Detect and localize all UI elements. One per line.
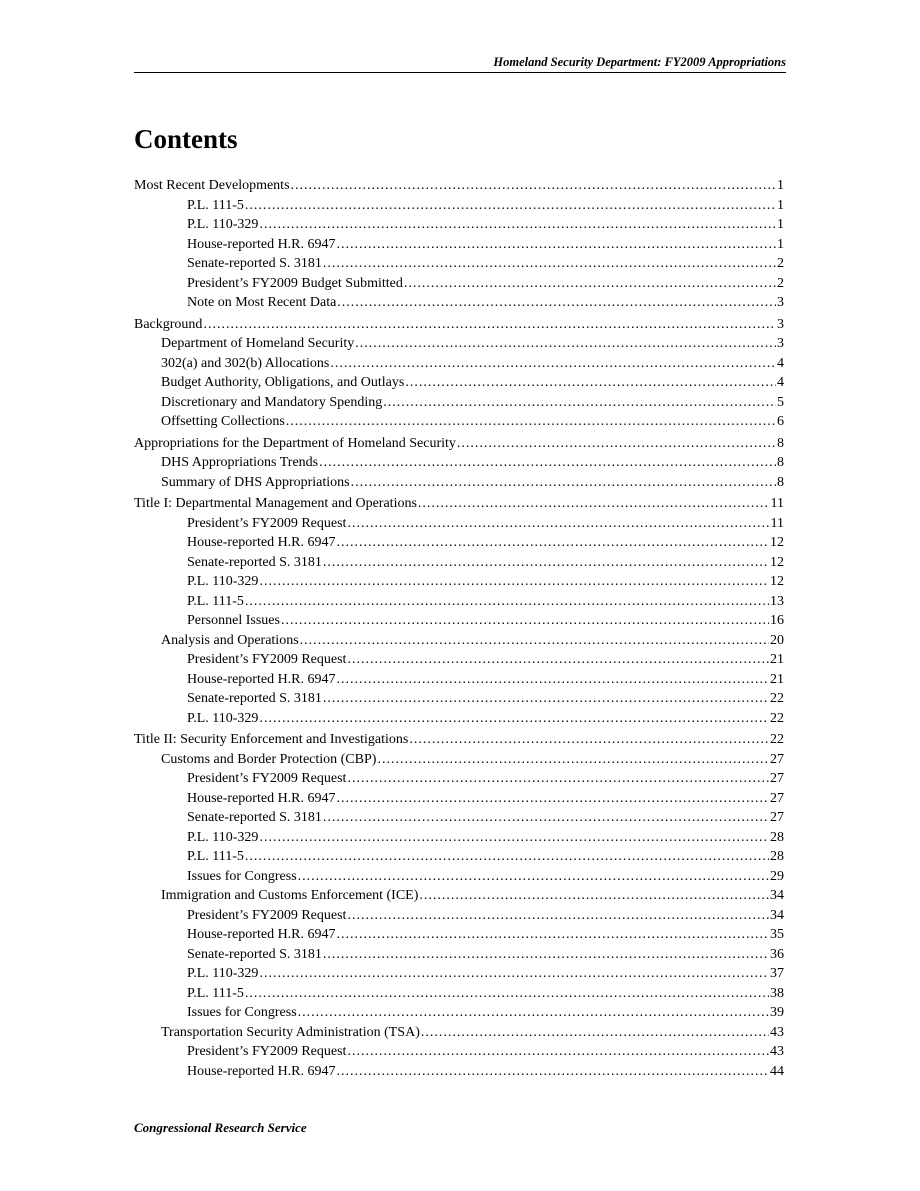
toc-dot-leader — [286, 412, 776, 432]
toc-entry-page-number: 38 — [770, 985, 784, 1001]
toc-entry-title: Title II: Security Enforcement and Investigations — [134, 732, 409, 747]
toc-entry-title: Transportation Security Administration (TSA) — [161, 1024, 420, 1040]
toc-entry-title: President’s FY2009 Budget Submitted — [187, 275, 403, 291]
toc-entry[interactable] — [134, 750, 784, 770]
toc-dot-leader — [409, 730, 769, 750]
toc-entry-title: P.L. 110-329 — [187, 966, 259, 981]
toc-entry[interactable] — [134, 650, 784, 670]
toc-entry-page-number: 2 — [777, 275, 784, 291]
toc-entry-title: House-reported H.R. 6947 — [187, 671, 336, 687]
toc-dot-leader — [355, 334, 776, 354]
toc-entry-page-number: 39 — [770, 1005, 784, 1020]
toc-entry-page-number: 20 — [770, 632, 784, 648]
toc-entry-page-number: 1 — [777, 236, 784, 252]
toc-entry-page-number: 22 — [770, 732, 784, 747]
toc-entry-title: Personnel Issues — [187, 613, 280, 628]
toc-dot-leader — [337, 1062, 769, 1082]
toc-entry-title: Analysis and Operations — [161, 632, 299, 648]
toc-dot-leader — [259, 964, 769, 984]
toc-entry-title: Discretionary and Mandatory Spending — [161, 394, 383, 410]
toc-dot-leader — [421, 1023, 769, 1043]
toc-dot-leader — [245, 847, 769, 867]
toc-entry-title: P.L. 111-5 — [187, 849, 244, 864]
toc-entry-title: President’s FY2009 Request — [187, 652, 347, 667]
toc-dot-leader — [418, 494, 770, 514]
toc-entry-page-number: 36 — [770, 946, 784, 962]
toc-entry-title: Offsetting Collections — [161, 414, 285, 429]
toc-dot-leader — [405, 373, 776, 393]
toc-entry-title: Issues for Congress — [187, 868, 297, 884]
toc-entry-title: Senate-reported S. 3181 — [187, 554, 322, 570]
toc-dot-leader — [404, 274, 776, 294]
toc-entry[interactable] — [134, 196, 784, 216]
toc-entry-title: Senate-reported S. 3181 — [187, 810, 322, 825]
toc-dot-leader — [323, 808, 769, 828]
toc-dot-leader — [330, 354, 776, 374]
toc-dot-leader — [351, 473, 776, 493]
toc-entry[interactable] — [134, 1062, 784, 1082]
toc-entry-title: Appropriations for the Department of Homeland Security — [134, 435, 456, 451]
toc-dot-leader — [245, 196, 776, 216]
toc-entry-page-number: 43 — [770, 1024, 784, 1040]
toc-entry-title: P.L. 110-329 — [187, 829, 259, 845]
toc-entry-page-number: 8 — [777, 455, 784, 470]
toc-entry-page-number: 27 — [770, 771, 784, 786]
toc-entry-page-number: 1 — [777, 217, 784, 232]
toc-entry-page-number: 16 — [770, 613, 784, 628]
toc-entry-title: Title I: Departmental Management and Operations — [134, 496, 417, 511]
toc-entry[interactable] — [134, 293, 784, 313]
toc-entry-page-number: 27 — [770, 810, 784, 825]
toc-entry[interactable] — [134, 670, 784, 690]
toc-entry-title: P.L. 110-329 — [187, 710, 259, 726]
toc-entry-page-number: 22 — [770, 691, 784, 706]
toc-entry-title: House-reported H.R. 6947 — [187, 236, 336, 252]
toc-entry[interactable] — [134, 315, 784, 335]
toc-entry-title: Immigration and Customs Enforcement (ICE) — [161, 888, 419, 903]
toc-dot-leader — [383, 393, 776, 413]
toc-entry[interactable] — [134, 572, 784, 592]
toc-entry[interactable] — [134, 473, 784, 493]
toc-dot-leader — [337, 925, 769, 945]
toc-dot-leader — [419, 886, 769, 906]
toc-dot-leader — [347, 514, 769, 534]
toc-entry-title: Department of Homeland Security — [161, 336, 355, 351]
toc-dot-leader — [347, 769, 769, 789]
toc-entry-page-number: 12 — [770, 554, 784, 570]
toc-entry-title: President’s FY2009 Request — [187, 515, 347, 531]
toc-entry-page-number: 34 — [770, 907, 784, 923]
toc-dot-leader — [259, 828, 769, 848]
toc-entry-title: P.L. 111-5 — [187, 593, 244, 609]
toc-dot-leader — [298, 1003, 769, 1023]
toc-entry-title: DHS Appropriations Trends — [161, 455, 319, 470]
toc-entry-page-number: 35 — [770, 927, 784, 942]
toc-entry-page-number: 27 — [770, 790, 784, 806]
toc-entry-page-number: 3 — [777, 295, 784, 310]
toc-entry[interactable] — [134, 847, 784, 867]
toc-entry[interactable] — [134, 789, 784, 809]
toc-dot-leader — [377, 750, 769, 770]
toc-entry-page-number: 11 — [770, 496, 784, 511]
toc-entry-page-number: 4 — [777, 375, 784, 390]
toc-entry[interactable] — [134, 925, 784, 945]
toc-entry-title: House-reported H.R. 6947 — [187, 1063, 336, 1079]
toc-entry-page-number: 34 — [770, 888, 784, 903]
toc-entry-page-number: 21 — [770, 671, 784, 687]
toc-entry-title: House-reported H.R. 6947 — [187, 535, 336, 550]
toc-entry-page-number: 6 — [777, 414, 784, 429]
toc-entry[interactable] — [134, 235, 784, 255]
toc-entry-page-number: 2 — [777, 256, 784, 271]
toc-entry[interactable] — [134, 553, 784, 573]
toc-entry[interactable] — [134, 1023, 784, 1043]
toc-entry-page-number: 28 — [770, 849, 784, 864]
toc-entry-title: 302(a) and 302(b) Allocations — [161, 355, 330, 371]
toc-entry-title: President’s FY2009 Request — [187, 771, 347, 786]
toc-dot-leader — [291, 176, 776, 196]
toc-entry[interactable] — [134, 393, 784, 413]
toc-entry-title: Customs and Border Protection (CBP) — [161, 751, 377, 767]
toc-entry[interactable] — [134, 1042, 784, 1062]
toc-dot-leader — [245, 984, 769, 1004]
toc-entry[interactable] — [134, 434, 784, 454]
toc-entry[interactable] — [134, 412, 784, 432]
toc-entry-title: Senate-reported S. 3181 — [187, 256, 322, 271]
toc-dot-leader — [300, 631, 769, 651]
toc-dot-leader — [347, 906, 769, 926]
toc-entry[interactable] — [134, 453, 784, 473]
toc-dot-leader — [337, 789, 769, 809]
table-of-contents — [134, 176, 784, 1081]
toc-entry-page-number: 22 — [770, 710, 784, 726]
toc-entry-page-number: 37 — [770, 966, 784, 981]
toc-entry[interactable] — [134, 254, 784, 274]
toc-entry[interactable] — [134, 1003, 784, 1023]
toc-entry[interactable] — [134, 906, 784, 926]
toc-entry-title: Background — [134, 316, 203, 332]
toc-entry-page-number: 1 — [777, 178, 784, 193]
toc-entry-title: Note on Most Recent Data — [187, 295, 337, 310]
toc-entry[interactable] — [134, 274, 784, 294]
toc-entry[interactable] — [134, 828, 784, 848]
toc-entry[interactable] — [134, 215, 784, 235]
running-header: Homeland Security Department: FY2009 Appropriations — [493, 55, 786, 69]
toc-entry[interactable] — [134, 631, 784, 651]
toc-entry-page-number: 12 — [770, 574, 784, 589]
toc-dot-leader — [298, 867, 769, 887]
toc-entry-page-number: 27 — [770, 751, 784, 767]
toc-dot-leader — [245, 592, 769, 612]
toc-dot-leader — [457, 434, 776, 454]
header-divider — [134, 72, 786, 73]
toc-entry-page-number: 8 — [777, 474, 784, 490]
toc-dot-leader — [319, 453, 776, 473]
toc-entry-page-number: 28 — [770, 829, 784, 845]
toc-entry[interactable] — [134, 373, 784, 393]
toc-dot-leader — [337, 293, 776, 313]
toc-entry-page-number: 29 — [770, 868, 784, 884]
toc-dot-leader — [281, 611, 769, 631]
toc-entry-title: President’s FY2009 Request — [187, 1044, 347, 1059]
toc-dot-leader — [323, 553, 769, 573]
toc-entry-page-number: 12 — [770, 535, 784, 550]
toc-dot-leader — [203, 315, 776, 335]
toc-entry-title: Senate-reported S. 3181 — [187, 946, 322, 962]
toc-entry-title: House-reported H.R. 6947 — [187, 927, 336, 942]
toc-entry-title: Most Recent Developments — [134, 178, 290, 193]
toc-entry[interactable] — [134, 514, 784, 534]
toc-entry[interactable] — [134, 964, 784, 984]
toc-entry[interactable] — [134, 984, 784, 1004]
toc-entry[interactable] — [134, 611, 784, 631]
toc-entry[interactable] — [134, 354, 784, 374]
toc-entry[interactable] — [134, 769, 784, 789]
toc-dot-leader — [323, 254, 776, 274]
page-title: Contents — [134, 124, 238, 154]
toc-entry-title: P.L. 110-329 — [187, 574, 259, 589]
toc-entry-page-number: 13 — [770, 593, 784, 609]
toc-entry[interactable] — [134, 592, 784, 612]
toc-entry-page-number: 43 — [770, 1044, 784, 1059]
toc-entry-page-number: 3 — [777, 336, 784, 351]
toc-entry[interactable] — [134, 334, 784, 354]
toc-entry[interactable] — [134, 709, 784, 729]
toc-entry-title: P.L. 110-329 — [187, 217, 259, 232]
toc-entry[interactable] — [134, 808, 784, 828]
toc-dot-leader — [347, 1042, 769, 1062]
toc-entry-title: P.L. 111-5 — [187, 985, 244, 1001]
toc-entry[interactable] — [134, 533, 784, 553]
toc-entry-title: P.L. 111-5 — [187, 197, 244, 213]
toc-entry-title: Issues for Congress — [187, 1005, 297, 1020]
toc-entry-title: Summary of DHS Appropriations — [161, 474, 350, 490]
toc-entry[interactable] — [134, 886, 784, 906]
toc-entry-page-number: 21 — [770, 652, 784, 667]
toc-entry-title: House-reported H.R. 6947 — [187, 790, 336, 806]
toc-dot-leader — [259, 572, 769, 592]
toc-entry[interactable] — [134, 689, 784, 709]
running-footer: Congressional Research Service — [134, 1120, 307, 1135]
toc-dot-leader — [259, 709, 769, 729]
toc-dot-leader — [337, 235, 776, 255]
toc-entry-page-number: 8 — [777, 435, 784, 451]
toc-entry-page-number: 3 — [777, 316, 784, 332]
toc-entry[interactable] — [134, 945, 784, 965]
toc-entry-page-number: 4 — [777, 355, 784, 371]
toc-entry-page-number: 11 — [770, 515, 784, 531]
toc-dot-leader — [323, 945, 769, 965]
toc-entry-page-number: 5 — [777, 394, 784, 410]
toc-dot-leader — [337, 670, 769, 690]
toc-entry-page-number: 1 — [777, 197, 784, 213]
toc-entry[interactable] — [134, 867, 784, 887]
toc-entry[interactable] — [134, 730, 784, 750]
toc-dot-leader — [259, 215, 776, 235]
toc-entry-title: President’s FY2009 Request — [187, 907, 347, 923]
toc-entry[interactable] — [134, 494, 784, 514]
toc-dot-leader — [323, 689, 769, 709]
toc-entry-page-number: 44 — [770, 1063, 784, 1079]
toc-dot-leader — [347, 650, 769, 670]
toc-entry[interactable] — [134, 176, 784, 196]
toc-entry-title: Budget Authority, Obligations, and Outlays — [161, 375, 405, 390]
toc-entry-title: Senate-reported S. 3181 — [187, 691, 322, 706]
toc-dot-leader — [337, 533, 769, 553]
